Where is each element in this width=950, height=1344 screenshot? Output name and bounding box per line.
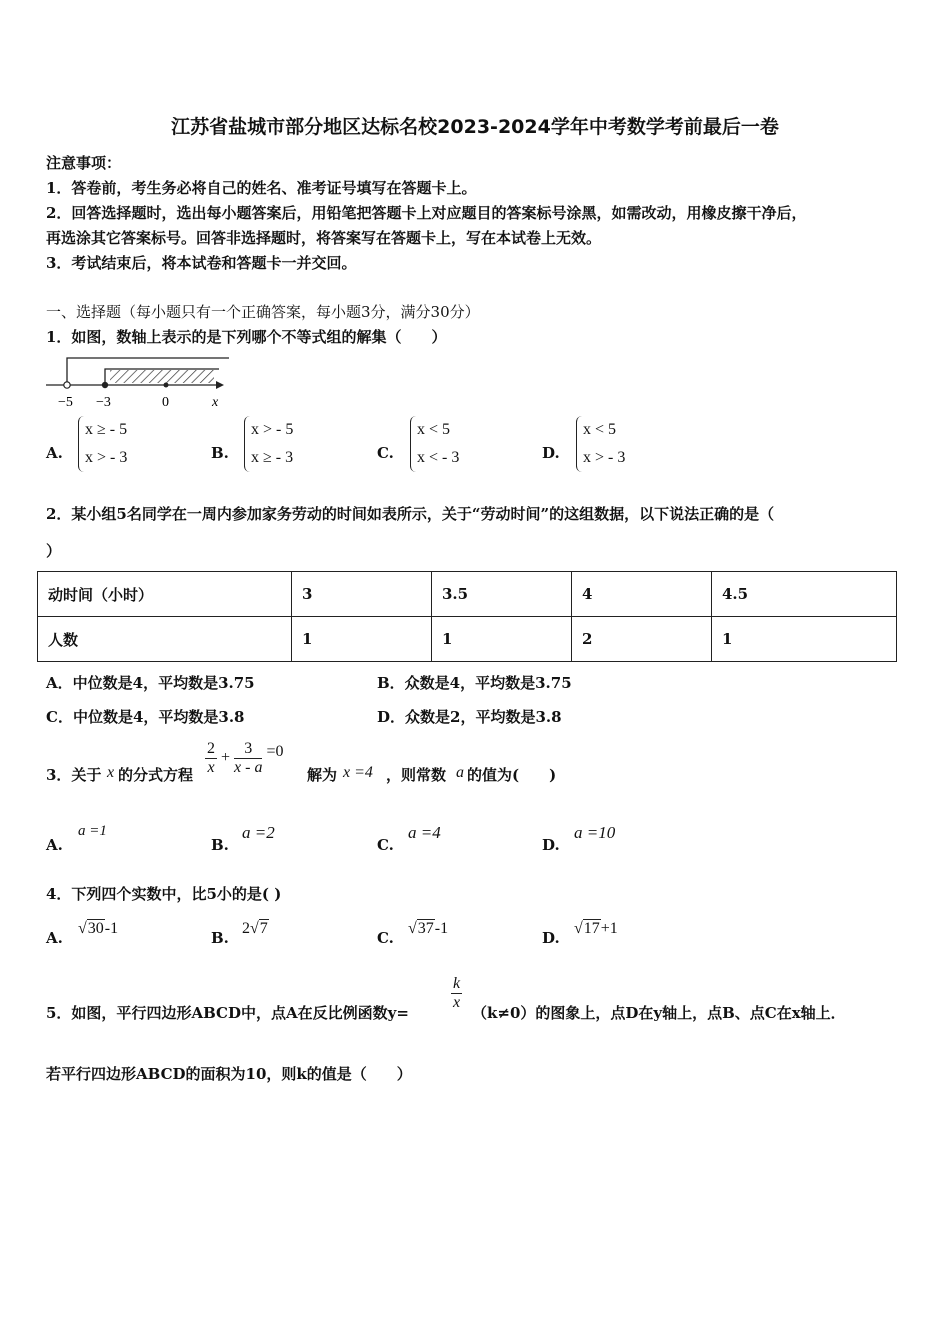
q4-b-radicand: 7 [259, 920, 268, 937]
q3-var-x: x [107, 764, 115, 781]
q1-a-line2: x > - 3 [85, 449, 128, 466]
table-cell: 2 [572, 617, 712, 662]
q3-option-d-value: a =10 [574, 823, 616, 842]
q3-eq0: =0 [266, 743, 284, 761]
q1-b-line1: x > - 5 [251, 421, 294, 438]
q3-option-c-label: C. [377, 836, 394, 854]
q3-option-d-label: D. [542, 836, 560, 854]
number-line-figure [44, 352, 229, 410]
tick-minus5: −5 [58, 395, 73, 410]
hatched-region [110, 370, 214, 383]
q2-option-c: C．中位数是4，平均数是3.8 [46, 708, 245, 726]
q1-c-line1: x < 5 [417, 421, 451, 438]
table-row [38, 572, 897, 617]
q2-option-d: D．众数是2，平均数是3.8 [377, 708, 562, 726]
q3-option-c-value: a =4 [408, 823, 441, 842]
q1-a-line1: x ≥ - 5 [85, 421, 128, 438]
table-cell: 3 [292, 572, 432, 617]
notice-item-2a: 2．回答选择题时，选出每小题答案后，用铅笔把答题卡上对应题目的答案标号涂黑，如需改动，用橡皮擦干净后， [46, 204, 807, 222]
q1-b-line2: x ≥ - 3 [251, 449, 294, 466]
q1-option-c-system [410, 416, 459, 472]
section-heading: 一、选择题（每小题只有一个正确答案，每小题3分，满分30分） [46, 303, 480, 321]
q1-option-b-system [244, 416, 293, 472]
notice-item-2b: 再选涂其它答案标号。回答非选择题时，将答案写在答题卡上，写在本试卷上无效。 [46, 229, 602, 247]
q4-a-radicand: 30 [87, 920, 104, 937]
open-dot-minus5 [64, 382, 70, 388]
q5-post: （k≠0）的图象上，点D在y轴上，点B、点C在x轴上． [472, 1004, 846, 1022]
q1-option-d-label: D. [542, 444, 560, 462]
q1-option-a-system [78, 416, 127, 472]
q3-f1-den: x [207, 759, 215, 776]
q3-plus: + [221, 749, 231, 767]
q3-post3: 的值为( ) [467, 766, 557, 784]
q4-c-radicand: 37 [417, 920, 434, 937]
q4-b-pre: 2 [242, 920, 250, 937]
q3-option-b-value: a =2 [242, 823, 275, 842]
q3-option-a-label: A. [46, 836, 63, 854]
q3-var-a: a [456, 764, 464, 781]
q3-solution: x =4 [343, 764, 373, 781]
q3-f2-den: x - a [234, 759, 263, 776]
q3-option-a-value: a =1 [78, 823, 107, 839]
table-cell: 4 [572, 572, 712, 617]
table-cell: 1 [712, 617, 897, 662]
q5-fraction [451, 975, 462, 1012]
q4-c-tail: -1 [434, 920, 449, 937]
notice-heading: 注意事项： [46, 154, 122, 172]
q1-d-line2: x > - 3 [583, 449, 626, 466]
q4-option-c-label: C. [377, 929, 394, 947]
q5-frac-num: k [453, 975, 461, 992]
tick-minus3: −3 [96, 395, 111, 410]
q3-pre: 3．关于 [46, 766, 102, 784]
closed-dot-minus3 [102, 382, 108, 388]
q3-equation [205, 740, 284, 777]
q3-option-b-label: B. [211, 836, 229, 854]
q3-mid: 的分式方程 [118, 766, 194, 784]
table-cell: 人数 [38, 617, 292, 662]
q4-d-tail: +1 [600, 920, 618, 937]
table-cell: 动时间（小时） [38, 572, 292, 617]
q3-f2-num: 3 [234, 740, 262, 759]
q4-option-a-value: √30-1 [78, 920, 119, 937]
q1-option-d-system [576, 416, 625, 472]
q1-d-line1: x < 5 [583, 421, 617, 438]
q3-f1-num: 2 [207, 740, 215, 757]
q4-option-a-label: A. [46, 929, 63, 947]
q4-option-b-label: B. [211, 929, 229, 947]
q3-post2: ，则常数 [386, 766, 447, 784]
q4-stem: 4．下列四个实数中，比5小的是( ) [46, 885, 282, 903]
q5-pre: 5．如图，平行四边形ABCD中，点A在反比例函数y= [46, 1004, 409, 1022]
q1-stem: 1．如图，数轴上表示的是下列哪个不等式组的解集（ ） [46, 328, 447, 346]
labor-time-table [37, 571, 897, 662]
q1-c-line2: x < - 3 [417, 449, 460, 466]
notice-item-3: 3．考试结束后，将本试卷和答题卡一并交回。 [46, 254, 357, 272]
notice-item-1: 1．答卷前，考生务必将自己的姓名、准考证号填写在答题卡上。 [46, 179, 477, 197]
q1-option-c-label: C. [377, 444, 394, 462]
table-cell: 4.5 [712, 572, 897, 617]
q1-option-a-label: A. [46, 444, 63, 462]
dot-zero [164, 383, 169, 388]
page-title: 江苏省盐城市部分地区达标名校2023-2024学年中考数学考前最后一卷 [171, 116, 779, 138]
q2-stem-line1: 2．某小组5名同学在一周内参加家务劳动的时间如表所示，关于“劳动时间”的这组数据，以下说法正确的是（ [46, 505, 775, 523]
q4-option-c-value: √37-1 [408, 920, 449, 937]
q4-option-b-value: 2√7 [242, 920, 268, 937]
tick-zero: 0 [162, 395, 169, 410]
q5-line2: 若平行四边形ABCD的面积为10，则k的值是（ ） [46, 1065, 412, 1083]
q3-post1: 解为 [307, 766, 338, 784]
q1-option-b-label: B. [211, 444, 229, 462]
table-cell: 1 [432, 617, 572, 662]
q4-a-tail: -1 [104, 920, 119, 937]
tick-x: x [212, 395, 219, 410]
q2-option-b: B．众数是4，平均数是3.75 [377, 674, 572, 692]
axis-arrow [216, 381, 224, 389]
q4-d-radicand: 17 [583, 920, 600, 937]
table-row [38, 617, 897, 662]
q5-frac-den: x [453, 994, 461, 1011]
table-cell: 3.5 [432, 572, 572, 617]
q4-option-d-value: √17+1 [574, 920, 618, 937]
q4-option-d-label: D. [542, 929, 560, 947]
q2-option-a: A．中位数是4，平均数是3.75 [46, 674, 255, 692]
q2-stem-line2: ） [46, 542, 62, 560]
table-cell: 1 [292, 617, 432, 662]
